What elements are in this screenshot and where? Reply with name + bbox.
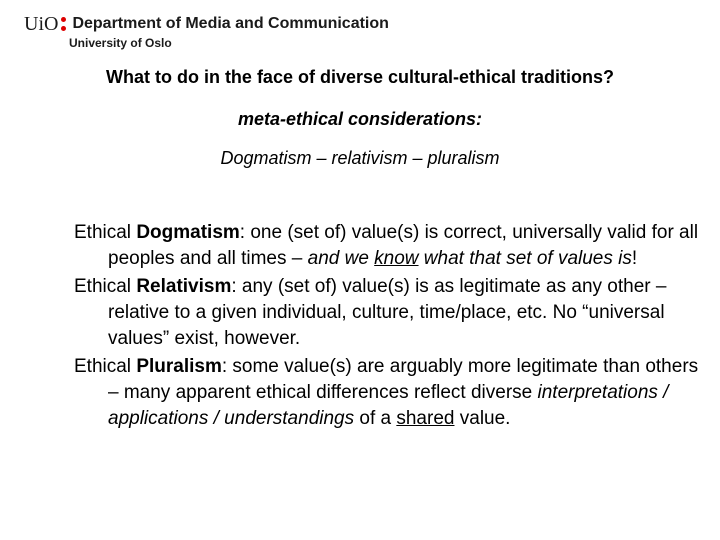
definition-emphasis-underlined: know (374, 248, 419, 269)
definition-term: Pluralism (136, 356, 222, 377)
definition-underlined: shared (396, 408, 455, 429)
definition-text: : any (set of) value(s) is as legitimate as any other – relative to a given individual, culture, time/place, etc. No “universal values” exist, however. (108, 276, 667, 349)
definition-end: value. (454, 408, 511, 429)
slide-subtitle: meta-ethical considerations: (237, 109, 483, 129)
department-name: Department of Media and Communication (72, 15, 389, 32)
definition-end: ! (631, 248, 638, 269)
definition-text: : one (set of) value(s) is correct, universally valid for all peoples and all times – (108, 222, 699, 269)
definition-emphasis: and we (307, 248, 375, 269)
logo-row (24, 13, 389, 35)
definition-prefix: Ethical (74, 222, 137, 243)
definitions-list (74, 220, 704, 434)
university-name: University of Oslo (69, 36, 172, 50)
definition-prefix: Ethical (74, 356, 137, 377)
definition-dogmatism (74, 220, 704, 272)
slide-tagline: Dogmatism – relativism – pluralism (220, 148, 500, 168)
definition-term: Relativism (136, 276, 232, 297)
definition-prefix: Ethical (74, 276, 137, 297)
definition-term: Dogmatism (136, 222, 240, 243)
definition-text: : some value(s) are arguably more legitimate than others – many apparent ethical differences reflect diverse (108, 356, 699, 403)
definition-relativism (74, 274, 704, 352)
logo-dots (61, 17, 66, 31)
definition-text: of a (354, 408, 397, 429)
definition-pluralism (74, 354, 704, 432)
definition-emphasis: interpretations / applications / understandings (108, 382, 669, 429)
definition-emphasis: what that set of values is (418, 248, 632, 269)
header (24, 13, 389, 50)
slide-title: What to do in the face of diverse cultural-ethical traditions? (105, 67, 615, 87)
uio-logo-icon: UiO (24, 13, 59, 35)
